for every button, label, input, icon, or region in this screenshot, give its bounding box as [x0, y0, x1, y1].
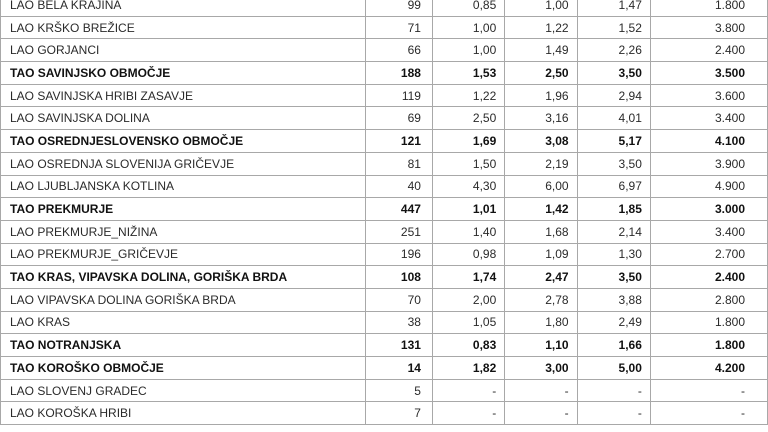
value-cell: 0,85: [432, 0, 504, 16]
table-row: [1, 16, 768, 39]
value-cell: 1,00: [432, 16, 504, 39]
area-name-cell: TAO OSREDNJESLOVENSKO OBMOČJE: [1, 130, 366, 153]
value-cell: 119: [366, 84, 433, 107]
value-cell: 1,00: [505, 0, 577, 16]
value-cell: 1.800: [650, 334, 767, 357]
value-cell: 2,49: [577, 311, 650, 334]
value-cell: 38: [366, 311, 433, 334]
value-cell: 3.400: [650, 220, 767, 243]
value-cell: 3,88: [577, 288, 650, 311]
table-row: [1, 152, 768, 175]
value-cell: 1,85: [577, 198, 650, 221]
table-row: [1, 175, 768, 198]
value-cell: -: [577, 402, 650, 425]
value-cell: 3,00: [505, 357, 577, 380]
value-cell: 1,50: [432, 152, 504, 175]
value-cell: 447: [366, 198, 433, 221]
area-name-cell: TAO NOTRANJSKA: [1, 334, 366, 357]
value-cell: 1,49: [505, 39, 577, 62]
table-row: [1, 107, 768, 130]
value-cell: 1,05: [432, 311, 504, 334]
value-cell: 2,47: [505, 266, 577, 289]
area-name-cell: LAO KRAS: [1, 311, 366, 334]
area-name-cell: LAO GORJANCI: [1, 39, 366, 62]
area-name-cell: TAO SAVINJSKO OBMOČJE: [1, 62, 366, 85]
value-cell: 1,10: [505, 334, 577, 357]
table-row: [1, 379, 768, 402]
value-cell: 0,83: [432, 334, 504, 357]
value-cell: 3.800: [650, 16, 767, 39]
value-cell: 6,00: [505, 175, 577, 198]
value-cell: 3.900: [650, 152, 767, 175]
area-name-cell: LAO LJUBLJANSKA KOTLINA: [1, 175, 366, 198]
value-cell: 1,01: [432, 198, 504, 221]
value-cell: 2,94: [577, 84, 650, 107]
table-row: [1, 220, 768, 243]
value-cell: 3.500: [650, 62, 767, 85]
value-cell: 81: [366, 152, 433, 175]
value-cell: 71: [366, 16, 433, 39]
value-cell: 3.000: [650, 198, 767, 221]
value-cell: 1,30: [577, 243, 650, 266]
value-cell: 131: [366, 334, 433, 357]
value-cell: 66: [366, 39, 433, 62]
value-cell: 2,50: [432, 107, 504, 130]
value-cell: 1,40: [432, 220, 504, 243]
value-cell: 2,19: [505, 152, 577, 175]
value-cell: 2,50: [505, 62, 577, 85]
value-cell: 3,08: [505, 130, 577, 153]
table-row-group: [1, 334, 768, 357]
value-cell: 1,47: [577, 0, 650, 16]
value-cell: -: [650, 379, 767, 402]
table-row-group: [1, 266, 768, 289]
value-cell: 1,42: [505, 198, 577, 221]
value-cell: 2,14: [577, 220, 650, 243]
value-cell: 1,00: [432, 39, 504, 62]
value-cell: 3,50: [577, 152, 650, 175]
value-cell: 5: [366, 379, 433, 402]
value-cell: 4.100: [650, 130, 767, 153]
value-cell: 2,00: [432, 288, 504, 311]
value-cell: 6,97: [577, 175, 650, 198]
value-cell: -: [432, 402, 504, 425]
value-cell: 1,96: [505, 84, 577, 107]
area-name-cell: LAO SLOVENJ GRADEC: [1, 379, 366, 402]
value-cell: 1.800: [650, 311, 767, 334]
value-cell: 3,16: [505, 107, 577, 130]
value-cell: 121: [366, 130, 433, 153]
area-name-cell: LAO SAVINJSKA HRIBI ZASAVJE: [1, 84, 366, 107]
table-row-group: [1, 130, 768, 153]
value-cell: 1.800: [650, 0, 767, 16]
area-name-cell: LAO SAVINJSKA DOLINA: [1, 107, 366, 130]
value-cell: 2.700: [650, 243, 767, 266]
value-cell: 188: [366, 62, 433, 85]
value-cell: 0,98: [432, 243, 504, 266]
area-name-cell: TAO KOROŠKO OBMOČJE: [1, 357, 366, 380]
value-cell: 1,53: [432, 62, 504, 85]
value-cell: 7: [366, 402, 433, 425]
value-cell: 108: [366, 266, 433, 289]
value-cell: -: [577, 379, 650, 402]
value-cell: 99: [366, 0, 433, 16]
value-cell: 3.600: [650, 84, 767, 107]
table-row: [1, 0, 768, 16]
table-row-group: [1, 198, 768, 221]
value-cell: 1,09: [505, 243, 577, 266]
value-cell: -: [505, 402, 577, 425]
value-cell: 5,17: [577, 130, 650, 153]
table-row: [1, 39, 768, 62]
value-cell: 14: [366, 357, 433, 380]
value-cell: 2,78: [505, 288, 577, 311]
area-name-cell: TAO PREKMURJE: [1, 198, 366, 221]
area-name-cell: LAO PREKMURJE_GRIČEVJE: [1, 243, 366, 266]
area-name-cell: LAO KOROŠKA HRIBI: [1, 402, 366, 425]
value-cell: 2.400: [650, 266, 767, 289]
table-row: [1, 311, 768, 334]
value-cell: 1,80: [505, 311, 577, 334]
table-row-group: [1, 62, 768, 85]
value-cell: 70: [366, 288, 433, 311]
table-body: [1, 0, 768, 425]
value-cell: 1,68: [505, 220, 577, 243]
value-cell: 1,74: [432, 266, 504, 289]
value-cell: 4.200: [650, 357, 767, 380]
area-name-cell: LAO VIPAVSKA DOLINA GORIŠKA BRDA: [1, 288, 366, 311]
table-row: [1, 402, 768, 425]
value-cell: 1,52: [577, 16, 650, 39]
value-cell: 2.400: [650, 39, 767, 62]
table-row: [1, 288, 768, 311]
value-cell: -: [505, 379, 577, 402]
value-cell: 40: [366, 175, 433, 198]
area-name-cell: TAO KRAS, VIPAVSKA DOLINA, GORIŠKA BRDA: [1, 266, 366, 289]
value-cell: 5,00: [577, 357, 650, 380]
value-cell: 4,01: [577, 107, 650, 130]
value-cell: 1,22: [505, 16, 577, 39]
value-cell: 1,69: [432, 130, 504, 153]
value-cell: 2,26: [577, 39, 650, 62]
table-row: [1, 84, 768, 107]
table-row-group: [1, 357, 768, 380]
value-cell: 2.800: [650, 288, 767, 311]
value-cell: 3,50: [577, 62, 650, 85]
value-cell: 251: [366, 220, 433, 243]
value-cell: 1,22: [432, 84, 504, 107]
area-name-cell: LAO KRŠKO BREŽICE: [1, 16, 366, 39]
area-name-cell: LAO PREKMURJE_NIŽINA: [1, 220, 366, 243]
value-cell: 1,82: [432, 357, 504, 380]
value-cell: 1,66: [577, 334, 650, 357]
value-cell: 69: [366, 107, 433, 130]
area-name-cell: LAO OSREDNJA SLOVENIJA GRIČEVJE: [1, 152, 366, 175]
value-cell: 4,30: [432, 175, 504, 198]
table-row: [1, 243, 768, 266]
value-cell: 3,50: [577, 266, 650, 289]
value-cell: 4.900: [650, 175, 767, 198]
value-cell: -: [432, 379, 504, 402]
value-cell: -: [650, 402, 767, 425]
area-name-cell: LAO BELA KRAJINA: [1, 0, 366, 16]
value-cell: 3.400: [650, 107, 767, 130]
value-cell: 196: [366, 243, 433, 266]
